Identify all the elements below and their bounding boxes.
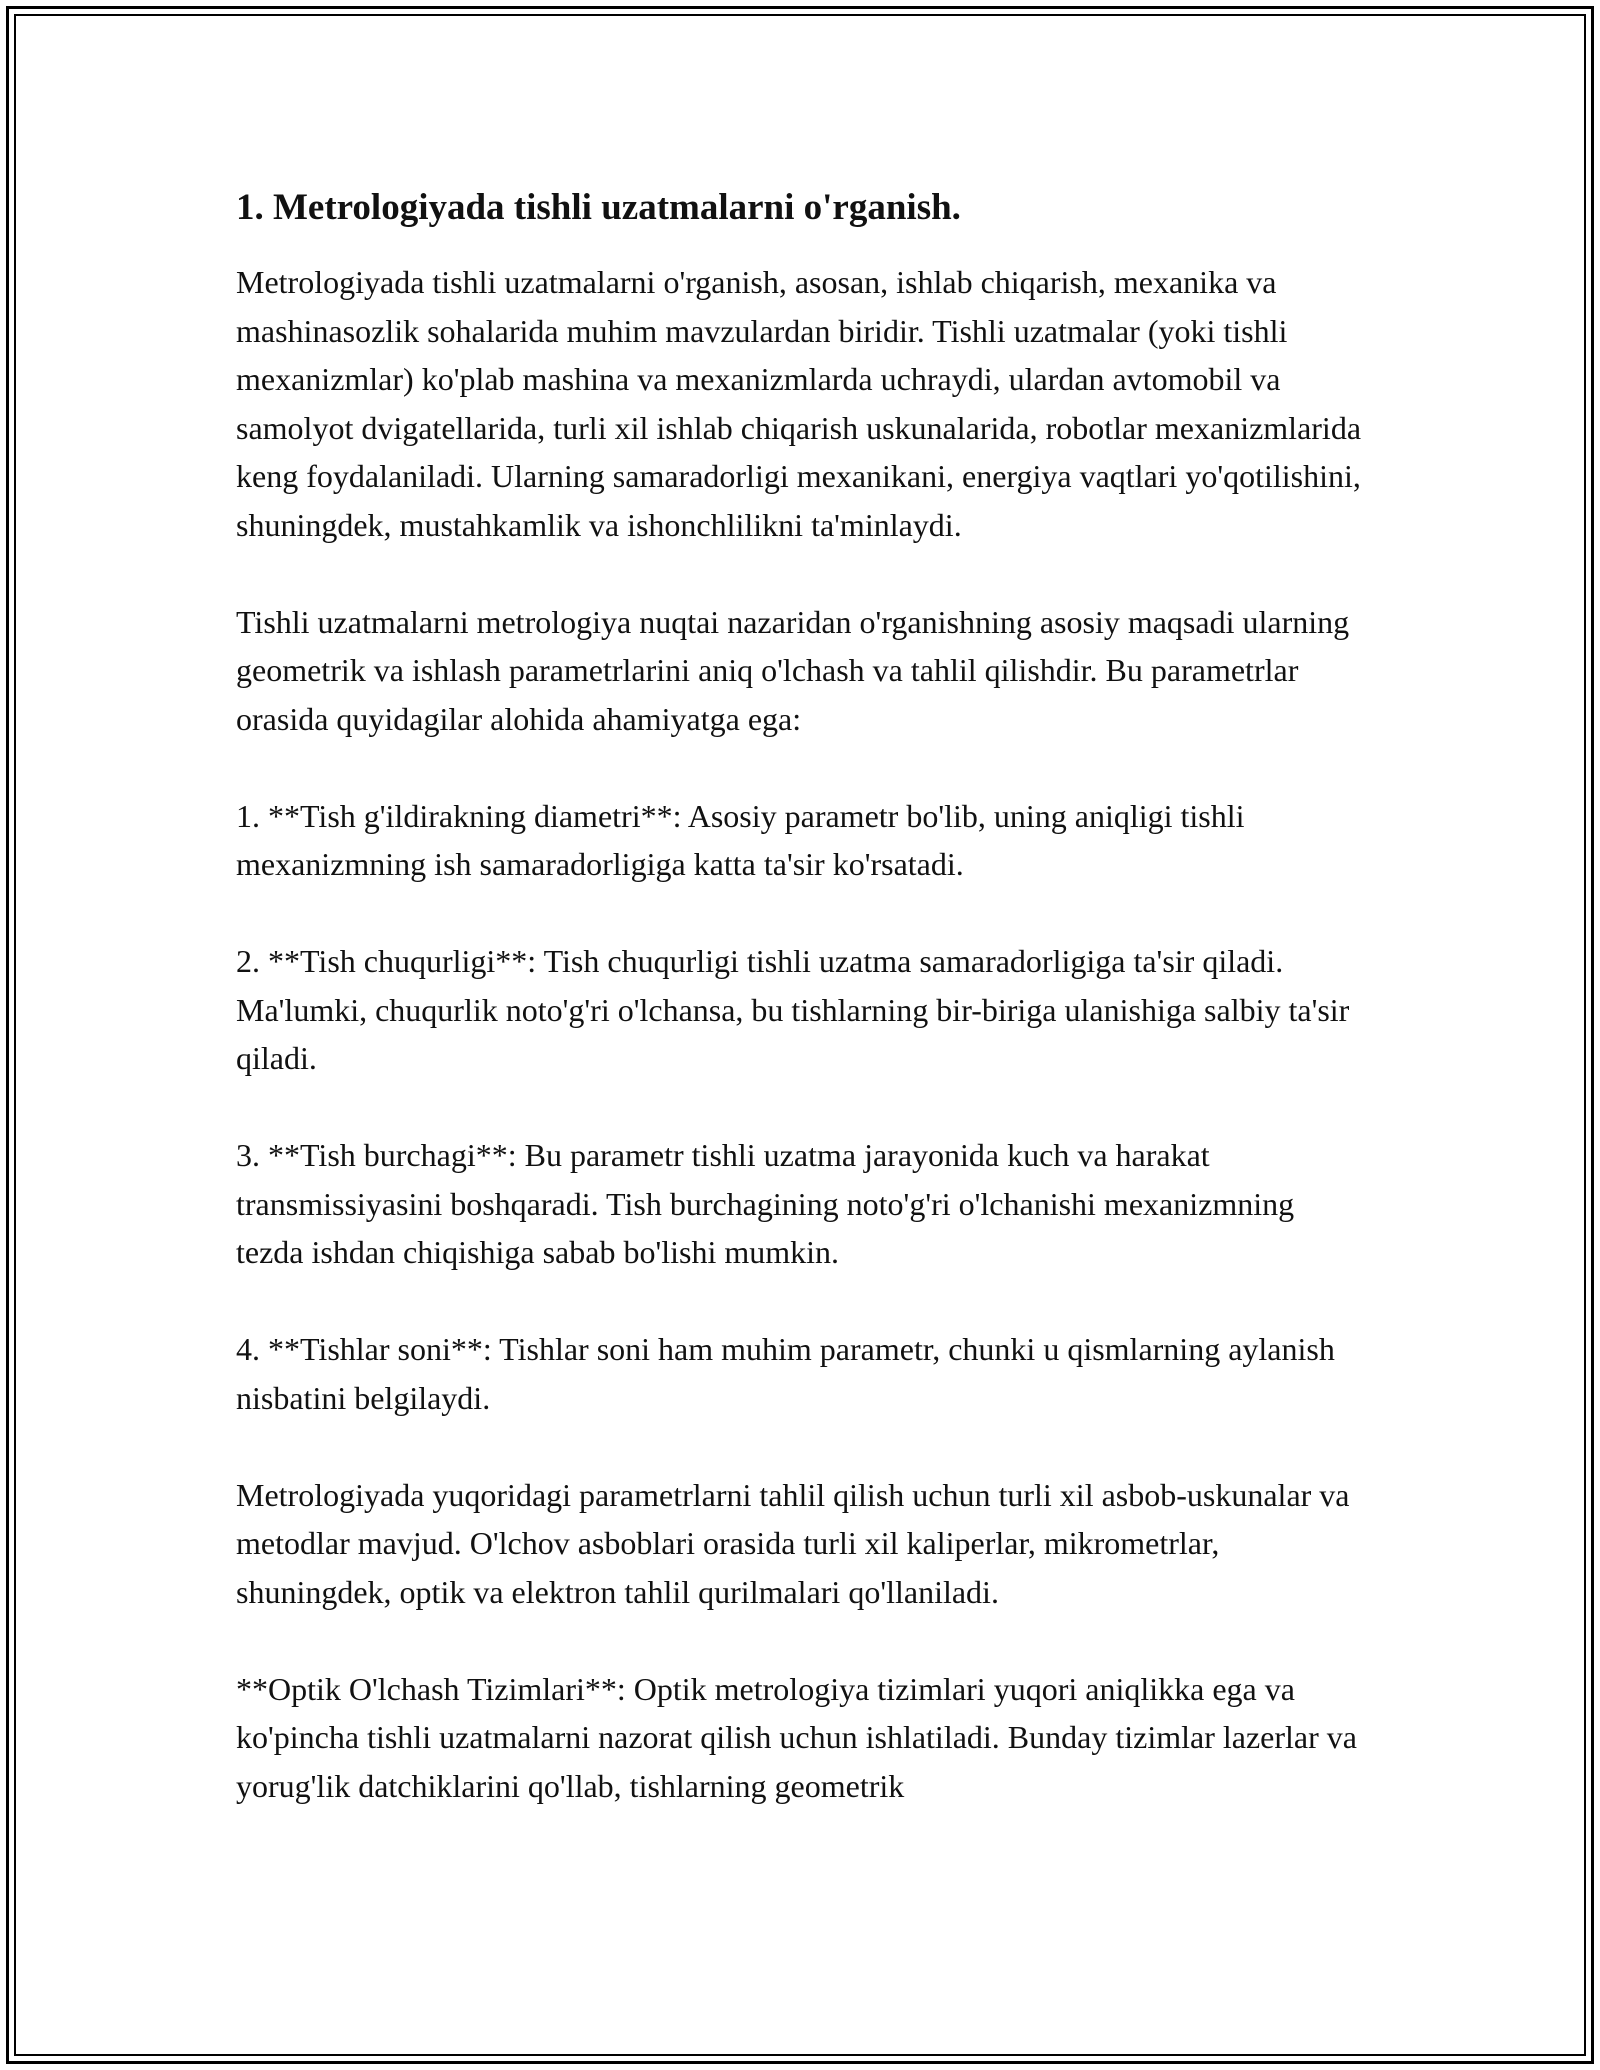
list-item-teeth-count: 4. **Tishlar soni**: Tishlar soni ham muhim parametr, chunki u qismlarning aylanish nisbatini belgilaydi. [236, 1331, 1335, 1416]
list-item-angle: 3. **Tish burchagi**: Bu parametr tishli uzatma jarayonida kuch va harakat transmissiyasini boshqaradi. Tish burchagining noto'g'ri o'lchanishi mexanizmning tezda ishdan chiqishiga sabab bo'lishi mumkin. [236, 1137, 1295, 1270]
paragraph-intro: Metrologiyada tishli uzatmalarni o'rganish, asosan, ishlab chiqarish, mexanika va mashinasozlik sohalarida muhim mavzulardan biridir. Tishli uzatmalar (yoki tishli mexanizmlar) ko'plab mashina va mexanizmlarda uchraydi, ulardan avtomobil va samolyot dvigatellarida, turli xil ishlab chiqarish uskunalarida, robotlar mexanizmlarida keng foydalaniladi. Ularning samaradorligi mexanikani, energiya vaqtlari yo'qotilishini, shuningdek, mustahkamlik va ishonchlilikni ta'minlaydi. [236, 264, 1362, 543]
list-item-diameter: 1. **Tish g'ildirakning diametri**: Asosiy parametr bo'lib, uning aniqligi tishli mexanizmning ish samaradorligiga katta ta'sir ko'rsatadi. [236, 797, 1245, 882]
document-body [236, 186, 1366, 1859]
document-title: 1. Metrologiyada tishli uzatmalarni o'rganish. [236, 187, 961, 228]
paragraph-instruments: Metrologiyada yuqoridagi parametrlarni tahlil qilish uchun turli xil asbob-uskunalar va metodlar mavjud. O'lchov asboblari orasida turli xil kaliperlar, mikrometrlar, shuningdek, optik va elektron tahlil qurilmalari qo'llaniladi. [236, 1476, 1350, 1610]
paragraph-optical-systems: **Optik O'lchash Tizimlari**: Optik metrologiya tizimlari yuqori aniqlikka ega va ko'pincha tishli uzatmalarni nazorat qilish uchun ishlatiladi. Bunday tizimlar lazerlar va yorug'lik datchiklarini qo'llab, tishlarning geometrik [236, 1670, 1357, 1804]
list-item-depth: 2. **Tish chuqurligi**: Tish chuqurligi tishli uzatma samaradorligiga ta'sir qiladi. Ma'lumki, chuqurlik noto'g'ri o'lchansa, bu tishlarning bir-biriga ulanishiga salbiy ta'sir qiladi. [236, 943, 1350, 1076]
paragraph-purpose: Tishli uzatmalarni metrologiya nuqtai nazaridan o'rganishning asosiy maqsadi ularning geometrik va ishlash parametrlarini aniq o'lchash va tahlil qilishdir. Bu parametrlar orasida quyidagilar alohida ahamiyatga ega: [236, 603, 1350, 737]
